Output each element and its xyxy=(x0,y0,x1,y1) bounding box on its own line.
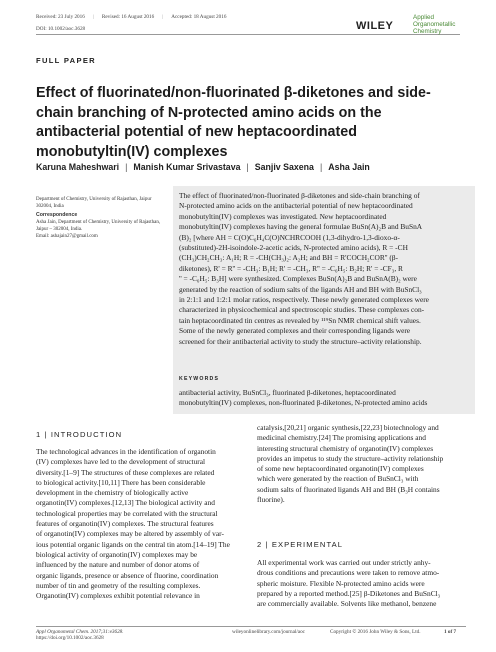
author[interactable]: Asha Jain xyxy=(328,162,370,172)
publisher-logo[interactable] xyxy=(356,12,466,40)
intro-heading: 1 | INTRODUCTION xyxy=(36,430,123,439)
intro-text: The technological advances in the identification of organotin (IV) complexes have led to the development of structural diversity.[1–9] The structures of these complexes are related to biological activity.[10,11] There has been considerable development in the chemistry of biologically active organotin(IV) complexes.[12,13] The biological activity and technological properties may be correlated with the structural features of organotin(IV) complexes. The structural features of organotin(IV) complexes may be altered by assembly of var- ious potential organic ligands on the central tin atom.[14–19] The biological activity of organotin(IV) complexes may be influenced by the nature and number of donor atoms of organic ligands, presence or absence of fluorine, coordination number of tin and geometry of the resulting complexes. Organotin(IV) complexes exhibit potential relevance in xyxy=(36,447,230,601)
journal-logo: Applied Organometallic Chemistry xyxy=(413,14,456,35)
abstract-box xyxy=(173,186,475,414)
accepted-date: Accepted: 18 August 2016 xyxy=(171,14,227,20)
keywords-heading: KEYWORDS xyxy=(179,376,220,382)
journal-site-link[interactable]: wileyonlinelibrary.com/journal/aoc xyxy=(232,629,305,635)
article-dates: Received: 23 July 2016 | Revised: 16 August 2016 | Accepted: 18 August 2016 xyxy=(36,14,227,20)
author[interactable]: Sanjiv Saxena xyxy=(254,162,314,172)
intro-continued-text: catalysis,[20,21] organic synthesis,[22,23] biotechnology and medicinal chemistry.[24] The promising applications and interesting structural chemistry of organotin(IV) complexes provides an impetus to study the structure–activity relationship of some new heptacoordinated organotin(IV) complexes which were generated by the reaction of BuSnCl₃ with sodium salts of fluorinated ligands AH and BH (B₃H contains fluorine). xyxy=(257,423,444,505)
department: Department of Chemistry, University of Rajasthan, Jaipur 302004, India xyxy=(36,197,152,209)
article-title: Effect of fluorinated/non-fluorinated β-diketones and side-chain branching of N-protected amino acids on the antibacterial potential of new heptacoordinated monobutyltin(IV) complexes xyxy=(36,85,431,160)
copyright: Copyright © 2016 John Wiley & Sons, Ltd. xyxy=(330,629,421,635)
footer-divider xyxy=(36,626,466,627)
author[interactable]: Karuna Maheshwari xyxy=(36,162,120,172)
email[interactable]: Email: ashajain27@gmail.com xyxy=(36,234,98,239)
author[interactable]: Manish Kumar Srivastava xyxy=(133,162,241,172)
affiliation-block xyxy=(36,196,166,240)
wiley-wordmark: WILEY xyxy=(356,20,394,32)
article-type: FULL PAPER xyxy=(36,56,96,65)
author-list: Karuna Maheshwari | Manish Kumar Srivastava | Sanjiv Saxena | Asha Jain xyxy=(36,162,370,172)
correspondence-text: Asha Jain, Department of Chemistry, University of Rajasthan, Jaipur – 302004, India. xyxy=(36,220,161,232)
keywords: antibacterial activity, BuSnCl₃, fluorinated β-diketones, heptacoordinated monobutyltin(IV) complexes, non-fluorinated β-diketones, N-protected amino acids xyxy=(179,388,428,408)
experimental-heading: 2 | EXPERIMENTAL xyxy=(257,540,344,549)
correspondence-heading: Correspondence xyxy=(36,212,78,218)
experimental-text: All experimental work was carried out under strictly anhy- drous conditions and precautions were taken to remove atmo- spheric moisture. Flexible N-protected amino acids were prepared by a reported method.[25] β-Diketones and BuSnCl₃ are commercially available. Solvents like methanol, benzene xyxy=(257,558,441,609)
page-number: 1 of 7 xyxy=(444,629,457,635)
received-date: Received: 23 July 2016 xyxy=(36,14,85,20)
doi[interactable]: DOI: 10.1002/aoc.3628 xyxy=(36,26,86,32)
revised-date: Revised: 16 August 2016 xyxy=(101,14,155,20)
doi-link[interactable]: https://doi.org/10.1002/aoc.3628 xyxy=(36,635,104,641)
abstract-text: The effect of fluorinated/non-fluorinated β-diketones and side-chain branching of N-protected amino acids on the antibacterial potential of new heptacoordinated monobutyltin(IV) complexes was investigated. New heptacoordinated monobutyltin(IV) complexes having the general formulae BuSn(A)₂B and BuSnA (B)₂ [where AH = C(O)C₆H₄C(O)NCHRCOOH (1,3-dihydro-1,3-dioxo-α- (substituted)-2H-isoindole-2-acetic acids, N-protected amino acids), R = -CH (CH₃)CH₂CH₃: A₁H; R = -CH(CH₃)₂: A₂H; and BH = R'COCH₂COR'' (β- diketones), R' = R'' = -CH₃: B₁H; R' = -CH₃, R'' = -C₆H₅: B₂H; R' = -CF₃, R '' = -C₆H₅: B₃H] were synthesized. Complexes BuSn(A)₂B and BuSnA(B)₂ were generated by the reaction of sodium salts of the ligands AH and BH with BuSnCl₃ in 2:1:1 and 1:2:1 molar ratios, respectively. These newly generated complexes were characterized in physicochemical and spectroscopic studies. These complexes con- tain heptacoordinated tin centres as revealed by ¹¹⁹Sn NMR chemical shift values. Some of the newly generated complexes and their corresponding ligands were screened for their antibacterial activity to study the structure–activity relationship. xyxy=(179,191,429,346)
journal-reference: Appl Organometal Chem. 2017;31:e3628. https://doi.org/10.1002/aoc.3628 xyxy=(36,629,124,641)
